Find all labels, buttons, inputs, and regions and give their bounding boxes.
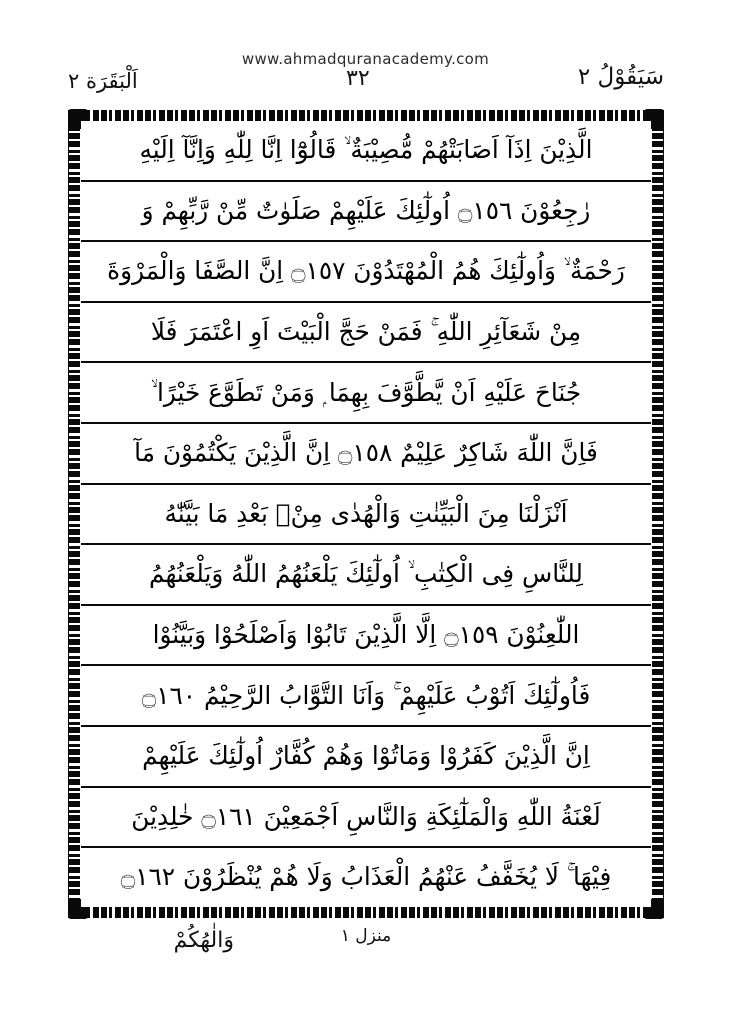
- page-footer: [68, 924, 664, 970]
- page-header: [68, 62, 664, 104]
- ayah-line: [81, 545, 651, 606]
- ayah-line-text: فِيْهَا ۚ لَا يُخَفَّفُ عَنْهُمُ الْعَذَابُ وَلَا هُمْ يُنْظَرُوْنَ ۝١٦٢: [120, 862, 612, 892]
- catchword: وَالٰهُكُمْ: [173, 928, 234, 953]
- ornament-right-icon: [652, 119, 663, 909]
- ayah-line-text: مِنْ شَعَآئِرِ اللّٰهِ ۚ فَمَنْ حَجَّ الْبَيْتَ اَوِ اعْتَمَرَ فَلَا: [150, 317, 582, 346]
- ayah-line: [81, 242, 651, 303]
- frame-inner-border: [77, 117, 655, 911]
- ayah-line: [81, 666, 651, 727]
- ayah-line: [81, 848, 651, 907]
- ayah-lines-container: [81, 121, 651, 907]
- manzil-label: منزل ١: [340, 926, 392, 946]
- ayah-line-text: اَنْزَلْنَا مِنَ الْبَيِّنٰتِ وَالْهُدٰى مِنْۢ بَعْدِ مَا بَيَّنّٰهُ: [164, 498, 568, 528]
- surah-label: اَلْبَقَرَة ٢: [68, 69, 138, 93]
- ornament-top-icon: [79, 110, 653, 121]
- ayah-line-text: رٰجِعُوْنَ ۝١٥٦ اُولٰٓئِكَ عَلَيْهِمْ صَلَوٰتٌ مِّنْ رَّبِّهِمْ وَ: [141, 195, 591, 225]
- ornament-left-icon: [69, 119, 80, 909]
- ayah-line: [81, 182, 651, 243]
- ayah-line-text: لِلنَّاسِ فِى الْكِتٰبِ ۙ اُولٰٓئِكَ يَلْعَنُهُمُ اللّٰهُ وَيَلْعَنُهُمُ: [149, 559, 583, 589]
- ayah-line-text: فَاُولٰٓئِكَ اَتُوْبُ عَلَيْهِمْ ۚ وَاَنَا التَّوَّابُ الرَّحِيْمُ ۝١٦٠: [141, 680, 591, 710]
- ayah-line-text: جُنَاحَ عَلَيْهِ اَنْ يَّطَّوَّفَ بِهِمَا ۭ وَمَنْ تَطَوَّعَ خَيْرًا ۙ: [150, 377, 582, 407]
- ayah-line-text: اِنَّ الَّذِيْنَ كَفَرُوْا وَمَاتُوْا وَهُمْ كُفَّارٌ اُولٰٓئِكَ عَلَيْهِمْ: [142, 741, 590, 771]
- ayah-line-text: اللّٰعِنُوْنَ ۝١٥٩ اِلَّا الَّذِيْنَ تَابُوْا وَاَصْلَحُوْا وَبَيَّنُوْا: [152, 620, 580, 650]
- ayah-line: [81, 606, 651, 667]
- ayah-line: [81, 727, 651, 788]
- ayah-line: [81, 303, 651, 364]
- ayah-line-text: الَّذِيْنَ اِذَآ اَصَابَتْهُمْ مُّصِيْبَةٌ ۙ قَالُوْٓا اِنَّا لِلّٰهِ وَاِنَّآ اِلَيْهِ: [139, 135, 593, 165]
- ayah-line: [81, 424, 651, 485]
- website-watermark: www.ahmadquranacademy.com: [241, 50, 490, 68]
- page-number: ٣٢: [346, 66, 370, 91]
- ayah-line: [81, 121, 651, 182]
- juz-label: سَيَقُوْلُ ٢: [577, 64, 664, 90]
- ayah-line: [81, 788, 651, 849]
- ayah-line-text: فَاِنَّ اللّٰهَ شَاكِرٌ عَلِيْمٌ ۝١٥٨ اِنَّ الَّذِيْنَ يَكْتُمُوْنَ مَآ: [134, 438, 598, 468]
- ornate-frame: [68, 110, 664, 918]
- ornament-bottom-icon: [79, 907, 653, 918]
- ayah-line: [81, 485, 651, 546]
- ayah-line-text: لَعْنَةُ اللّٰهِ وَالْمَلٰٓئِكَةِ وَالنَّاسِ اَجْمَعِيْنَ ۝١٦١ خٰلِدِيْنَ: [131, 801, 601, 831]
- ayah-line: [81, 363, 651, 424]
- ayah-line-text: رَحْمَةٌ ۙ وَاُولٰٓئِكَ هُمُ الْمُهْتَدُوْنَ ۝١٥٧ اِنَّ الصَّفَا وَالْمَرْوَةَ: [107, 256, 625, 286]
